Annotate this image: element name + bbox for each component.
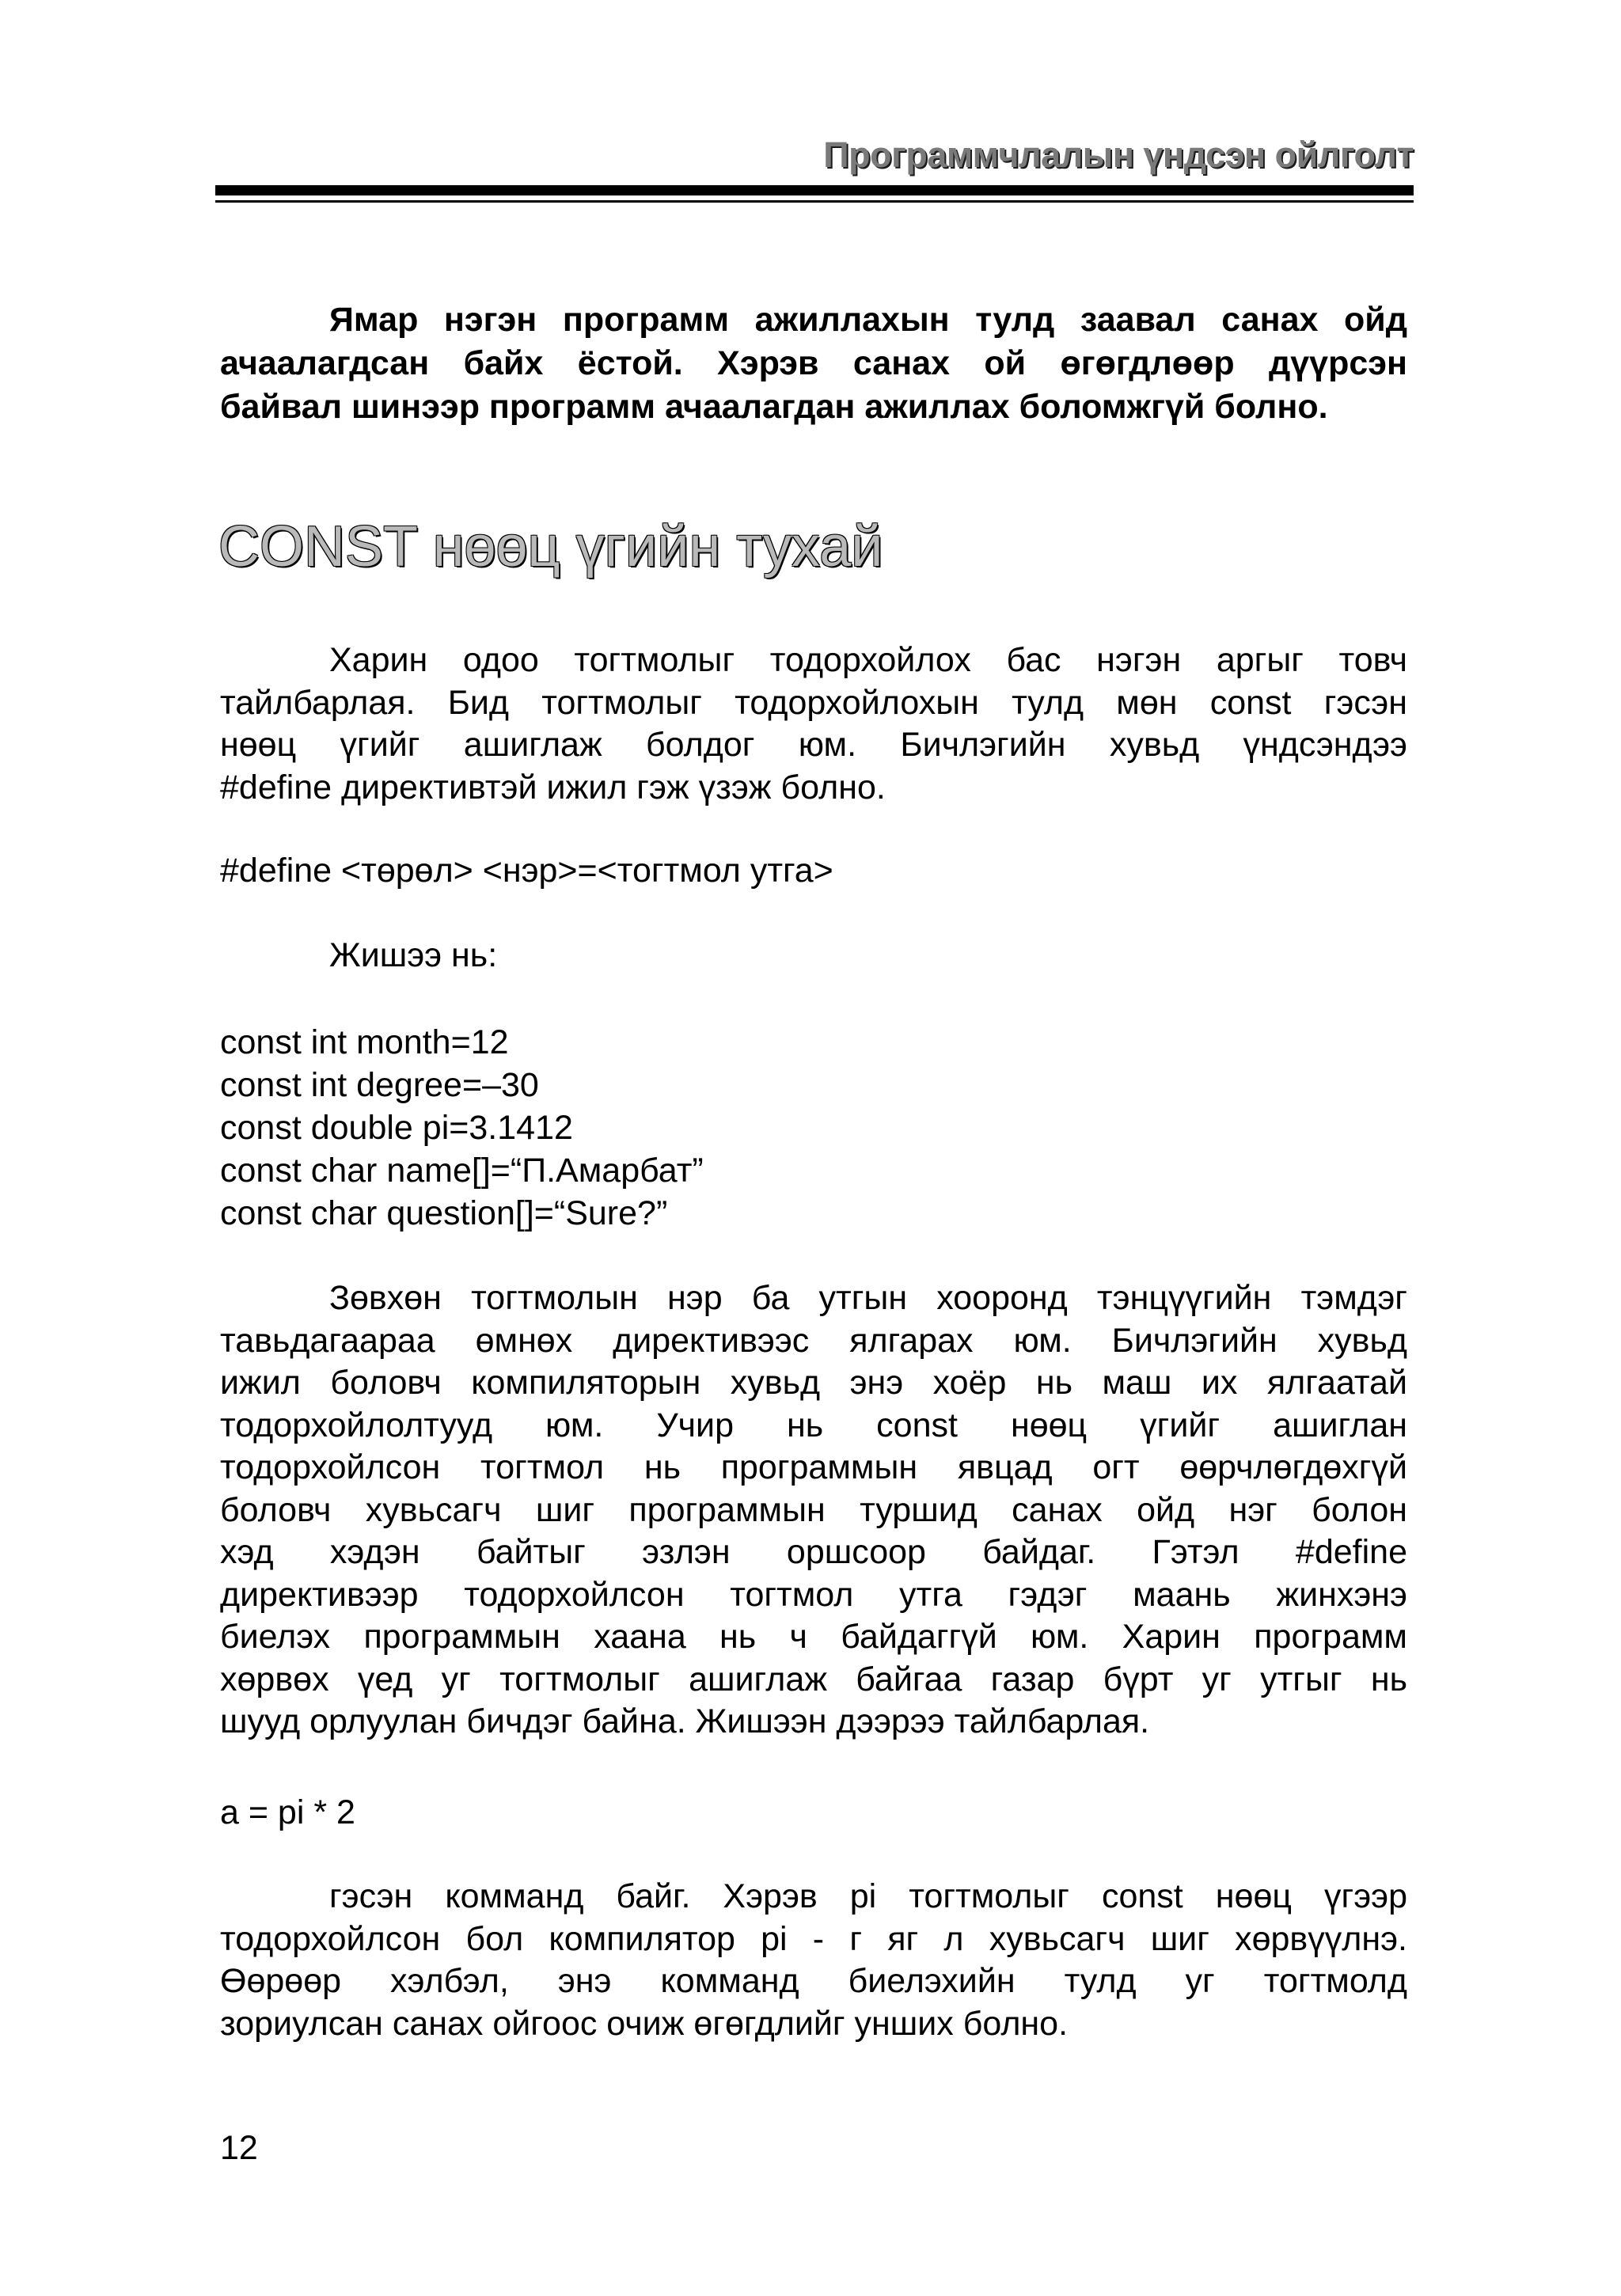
- paragraph-line: шууд орлуулан бичдэг байна. Жишээн дээрээ тайлбарлая.: [220, 1702, 1150, 1740]
- paragraph-line: Өөрөөр хэлбэл, энэ комманд биелэхийн тулд уг тогтмолд: [220, 1962, 1407, 2000]
- paragraph-line: Харин одоо тогтмолыг тодорхойлох бас нэгэн аргыг товч: [329, 641, 1407, 679]
- paragraph-line: тавьдагаараа өмнөх директивээс ялгарах юм. Бичлэгийн хувьд: [220, 1321, 1407, 1360]
- paragraph-line: зориулсан санах ойгоос очиж өгөгдлийг унших болно.: [220, 2004, 1069, 2043]
- paragraph-line: хэд хэдэн байтыг эзлэн оршсоор байдаг. Гэтэл #define: [220, 1533, 1407, 1571]
- paragraph-line: биелэх программын хаана нь ч байдаггүй юм. Харин программ: [220, 1618, 1407, 1656]
- formula-line: a = pi * 2: [220, 1793, 355, 1831]
- running-header: Программчлалын үндсэн ойлголт: [823, 135, 1414, 175]
- paragraph-line: боловч хувьсагч шиг программын туршид санах ойд нэг болон: [220, 1490, 1407, 1529]
- paragraph-line: байвал шинээр программ ачаалагдан ажиллах боломжгүй болно.: [220, 388, 1328, 426]
- paragraph-line: хөрвөх үед уг тогтмолыг ашиглаж байгаа газар бүрт уг утгыг нь: [220, 1660, 1407, 1698]
- syntax-line: #define <төрөл> <нэр>=<тогтмол утга>: [220, 852, 833, 890]
- code-example: [220, 1021, 704, 1235]
- code-line: const char question[]=“Sure?”: [220, 1194, 668, 1232]
- paragraph-line: директивээр тодорхойлсон тогтмол утга гэдэг маань жинхэнэ: [220, 1575, 1407, 1614]
- section-heading: CONST нөөц үгийн тухай: [218, 515, 883, 579]
- paragraph-line: нөөц үгийг ашиглаж болдог юм. Бичлэгийн хувьд үндсэндээ: [220, 726, 1407, 764]
- paragraph-line: тайлбарлая. Бид тогтмолыг тодорхойлохын тулд мөн const гэсэн: [220, 683, 1407, 722]
- header-rule-thin: [215, 200, 1414, 203]
- paragraph-line: гэсэн комманд байг. Хэрэв pi тогтмолыг const нөөц үгээр: [329, 1877, 1407, 1915]
- paragraph-3: [220, 1876, 1407, 2045]
- example-label: Жишээ нь:: [329, 936, 498, 974]
- paragraph-line: тодорхойлолтууд юм. Учир нь const нөөц үгийг ашиглан: [220, 1406, 1407, 1444]
- header-rule-thick: [215, 185, 1414, 195]
- code-line: const int degree=–30: [220, 1066, 539, 1104]
- paragraph-line: #define директивтэй ижил гэж үзэж болно.: [220, 768, 886, 806]
- paragraph-1: [220, 639, 1407, 809]
- intro-paragraph: [220, 298, 1407, 429]
- paragraph-line: Зөвхөн тогтмолын нэр ба утгын хооронд тэнцүүгийн тэмдэг: [329, 1279, 1407, 1317]
- page-number: 12: [220, 2129, 258, 2167]
- paragraph-line: Ямар нэгэн программ ажиллахын тулд заавал санах ойд: [329, 301, 1407, 339]
- paragraph-line: тодорхойлсон бол компилятор pi - г яг л хувьсагч шиг хөрвүүлнэ.: [220, 1919, 1407, 1958]
- code-line: const char name[]=“П.Амарбат”: [220, 1152, 704, 1190]
- paragraph-line: тодорхойлсон тогтмол нь программын явцад огт өөрчлөгдөхгүй: [220, 1448, 1407, 1486]
- paragraph-line: ижил боловч компиляторын хувьд энэ хоёр нь маш их ялгаатай: [220, 1364, 1407, 1402]
- code-line: const double pi=3.1412: [220, 1109, 573, 1147]
- paragraph-2: [220, 1277, 1407, 1744]
- code-line: const int month=12: [220, 1023, 509, 1061]
- paragraph-line: ачаалагдсан байх ёстой. Хэрэв санах ой өгөгдлөөр дүүрсэн: [220, 344, 1407, 382]
